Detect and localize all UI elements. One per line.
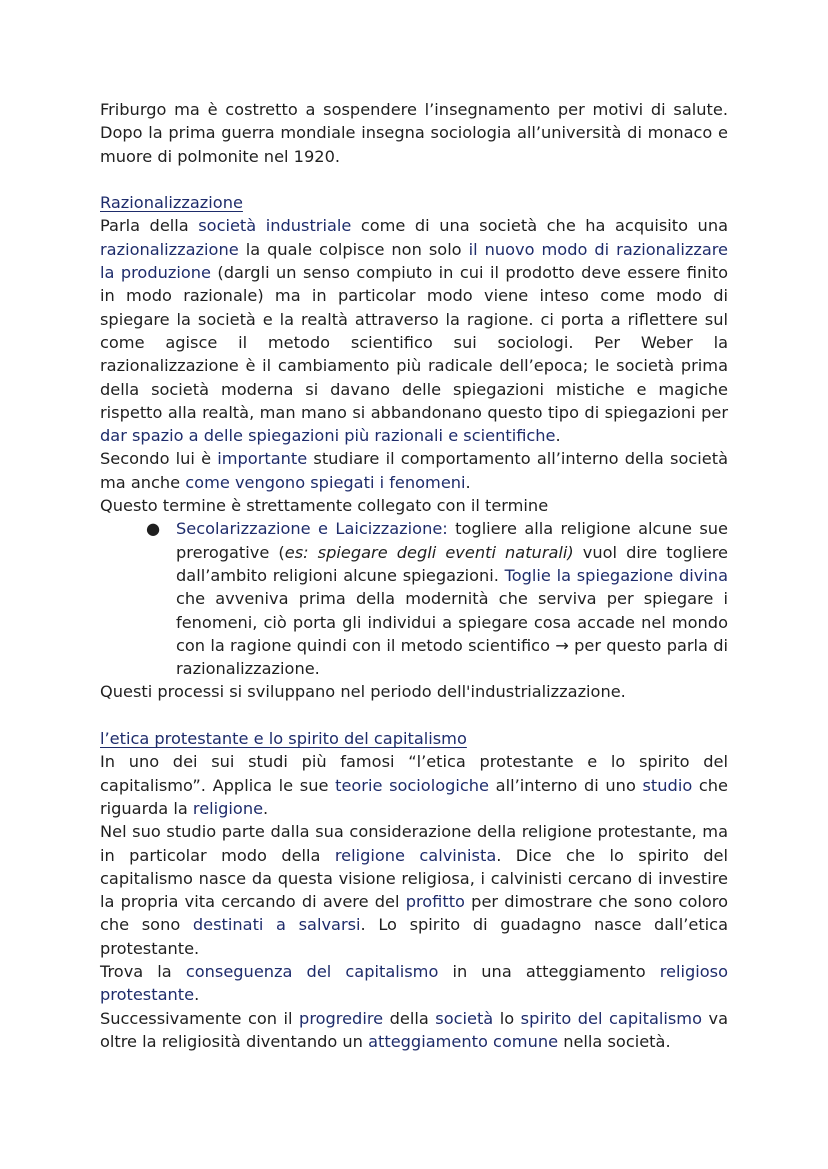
highlight-text: atteggiamento comune [368,1031,559,1051]
text-run: Secondo lui è [100,449,218,469]
highlight-text: importante [217,449,308,469]
text-run: va oltre la religiosità diventando un [100,1008,728,1051]
highlight-text: progredire [299,1008,384,1028]
highlight-text: religione [192,798,264,818]
razionalizzazione-paragraph-3 [100,494,728,517]
razionalizzazione-paragraph-4 [100,680,728,703]
highlight-text: il nuovo modo di razionalizzare la produzione [100,239,728,283]
text-run: (dargli un senso compiuto in cui il prodotto deve essere finito in modo razionale) ma in particolar modo viene inteso come modo di spiegare la società e la realtà attraverso la ragione. ci porta a riflettere sul come agisce il metodo scientifico sui sociologi. Per Weber la razionalizzazione è il cambiamento più radicale dell’epoca; le società prima della società moderna si davano delle spiegazioni mistiche e magiche rispetto alla realtà, man mano si abbandonano questo tipo di spiegazioni per [100,263,728,422]
text-run: Successivamente con il [100,1008,300,1028]
highlight-text: Toglie la spiegazione divina [504,565,728,585]
highlight-text: destinati a salvarsi [192,915,361,935]
highlight-text: società [435,1008,494,1028]
section-heading-razionalizzazione: Razionalizzazione [100,193,243,213]
section-heading-etica: l’etica protestante e lo spirito del capitalismo [100,729,467,749]
text-run: all’interno di uno [489,775,643,795]
etica-paragraph-4 [100,1007,728,1054]
text-run: che riguarda la [100,775,728,818]
highlight-text: razionalizzazione [100,239,239,259]
text-run: togliere alla religione alcune sue prerogative ( [176,519,728,562]
bullet-icon: ● [146,519,161,539]
text-run: Questi processi si sviluppano nel periodo dell'industrializzazione. [100,682,626,702]
highlight-text: studio [642,775,693,795]
etica-paragraph-3 [100,960,728,1007]
paragraph-spacer [100,704,728,727]
text-run: in una atteggiamento [438,961,660,981]
razionalizzazione-paragraph-2 [100,447,728,494]
highlight-text: come vengono spiegati i fenomeni [185,472,466,492]
highlight-text: società industriale [198,216,352,236]
text-run: che avveniva prima della modernità che serviva per spiegare i fenomeni, ciò porta gli individui a spiegare cosa accade nel mondo con la ragione quindi con il metodo scientifico → per questo parla di razionalizzazione. [176,589,728,679]
etica-paragraph-2 [100,820,728,960]
text-run: studiare il comportamento all’interno della società ma anche [100,449,728,492]
text-run: nella società. [558,1031,671,1051]
text-run: Friburgo ma è costretto a sospendere l’insegnamento per motivi di salute. Dopo la prima guerra mondiale insegna sociologia all’università di monaco e muore di polmonite nel 1920. [100,100,728,166]
highlight-text: dar spazio a delle spiegazioni più razionali e scientifiche [100,426,556,446]
highlight-text: religione calvinista [334,845,497,865]
text-run: la quale colpisce non solo [238,239,469,259]
text-run: . [263,798,269,818]
text-run: lo [493,1008,521,1028]
highlight-text: profitto [405,892,465,912]
text-run: . Dice che lo spirito del capitalismo nasce da questa visione religiosa, i calvinisti cercano di investire la propria vita cercando di avere del [100,845,728,912]
highlight-text: religioso protestante [100,961,728,1005]
paragraph-spacer [100,168,728,191]
text-run: In uno dei sui studi più famosi “l’etica protestante e lo spirito del capitalismo”. Applica le sue [100,752,728,795]
text-run: come di una società che ha acquisito una [351,216,728,236]
list-item [146,517,729,680]
highlight-text: conseguenza del capitalismo [185,961,439,981]
text-run: vuol dire togliere dall’ambito religioni alcune spiegazioni. [176,542,729,585]
highlight-text: spirito del capitalismo [520,1008,702,1028]
bullet-list [100,517,728,680]
razionalizzazione-paragraph-1 [100,214,728,447]
text-run: . [194,985,200,1005]
text-run: Nel suo studio parte dalla sua considerazione della religione protestante, ma in particolar modo della [100,822,728,865]
text-run: della [383,1008,436,1028]
text-run: . [555,426,561,446]
text-run: . Lo spirito di guadagno nasce dall’etica protestante. [100,915,729,958]
text-run: Questo termine è strettamente collegato con il termine [100,496,549,516]
text-run: per dimostrare che sono coloro che sono [100,892,728,935]
highlight-text: Secolarizzazione e Laicizzazione: [176,519,448,539]
etica-paragraph-1 [100,750,728,820]
text-run: Trova la [100,961,186,981]
intro-paragraph [100,98,728,168]
text-run: Parla della [100,216,199,236]
example-text: es: spiegare degli eventi naturali) [284,542,574,562]
text-run: . [465,472,471,492]
highlight-text: teorie sociologiche [335,775,490,795]
